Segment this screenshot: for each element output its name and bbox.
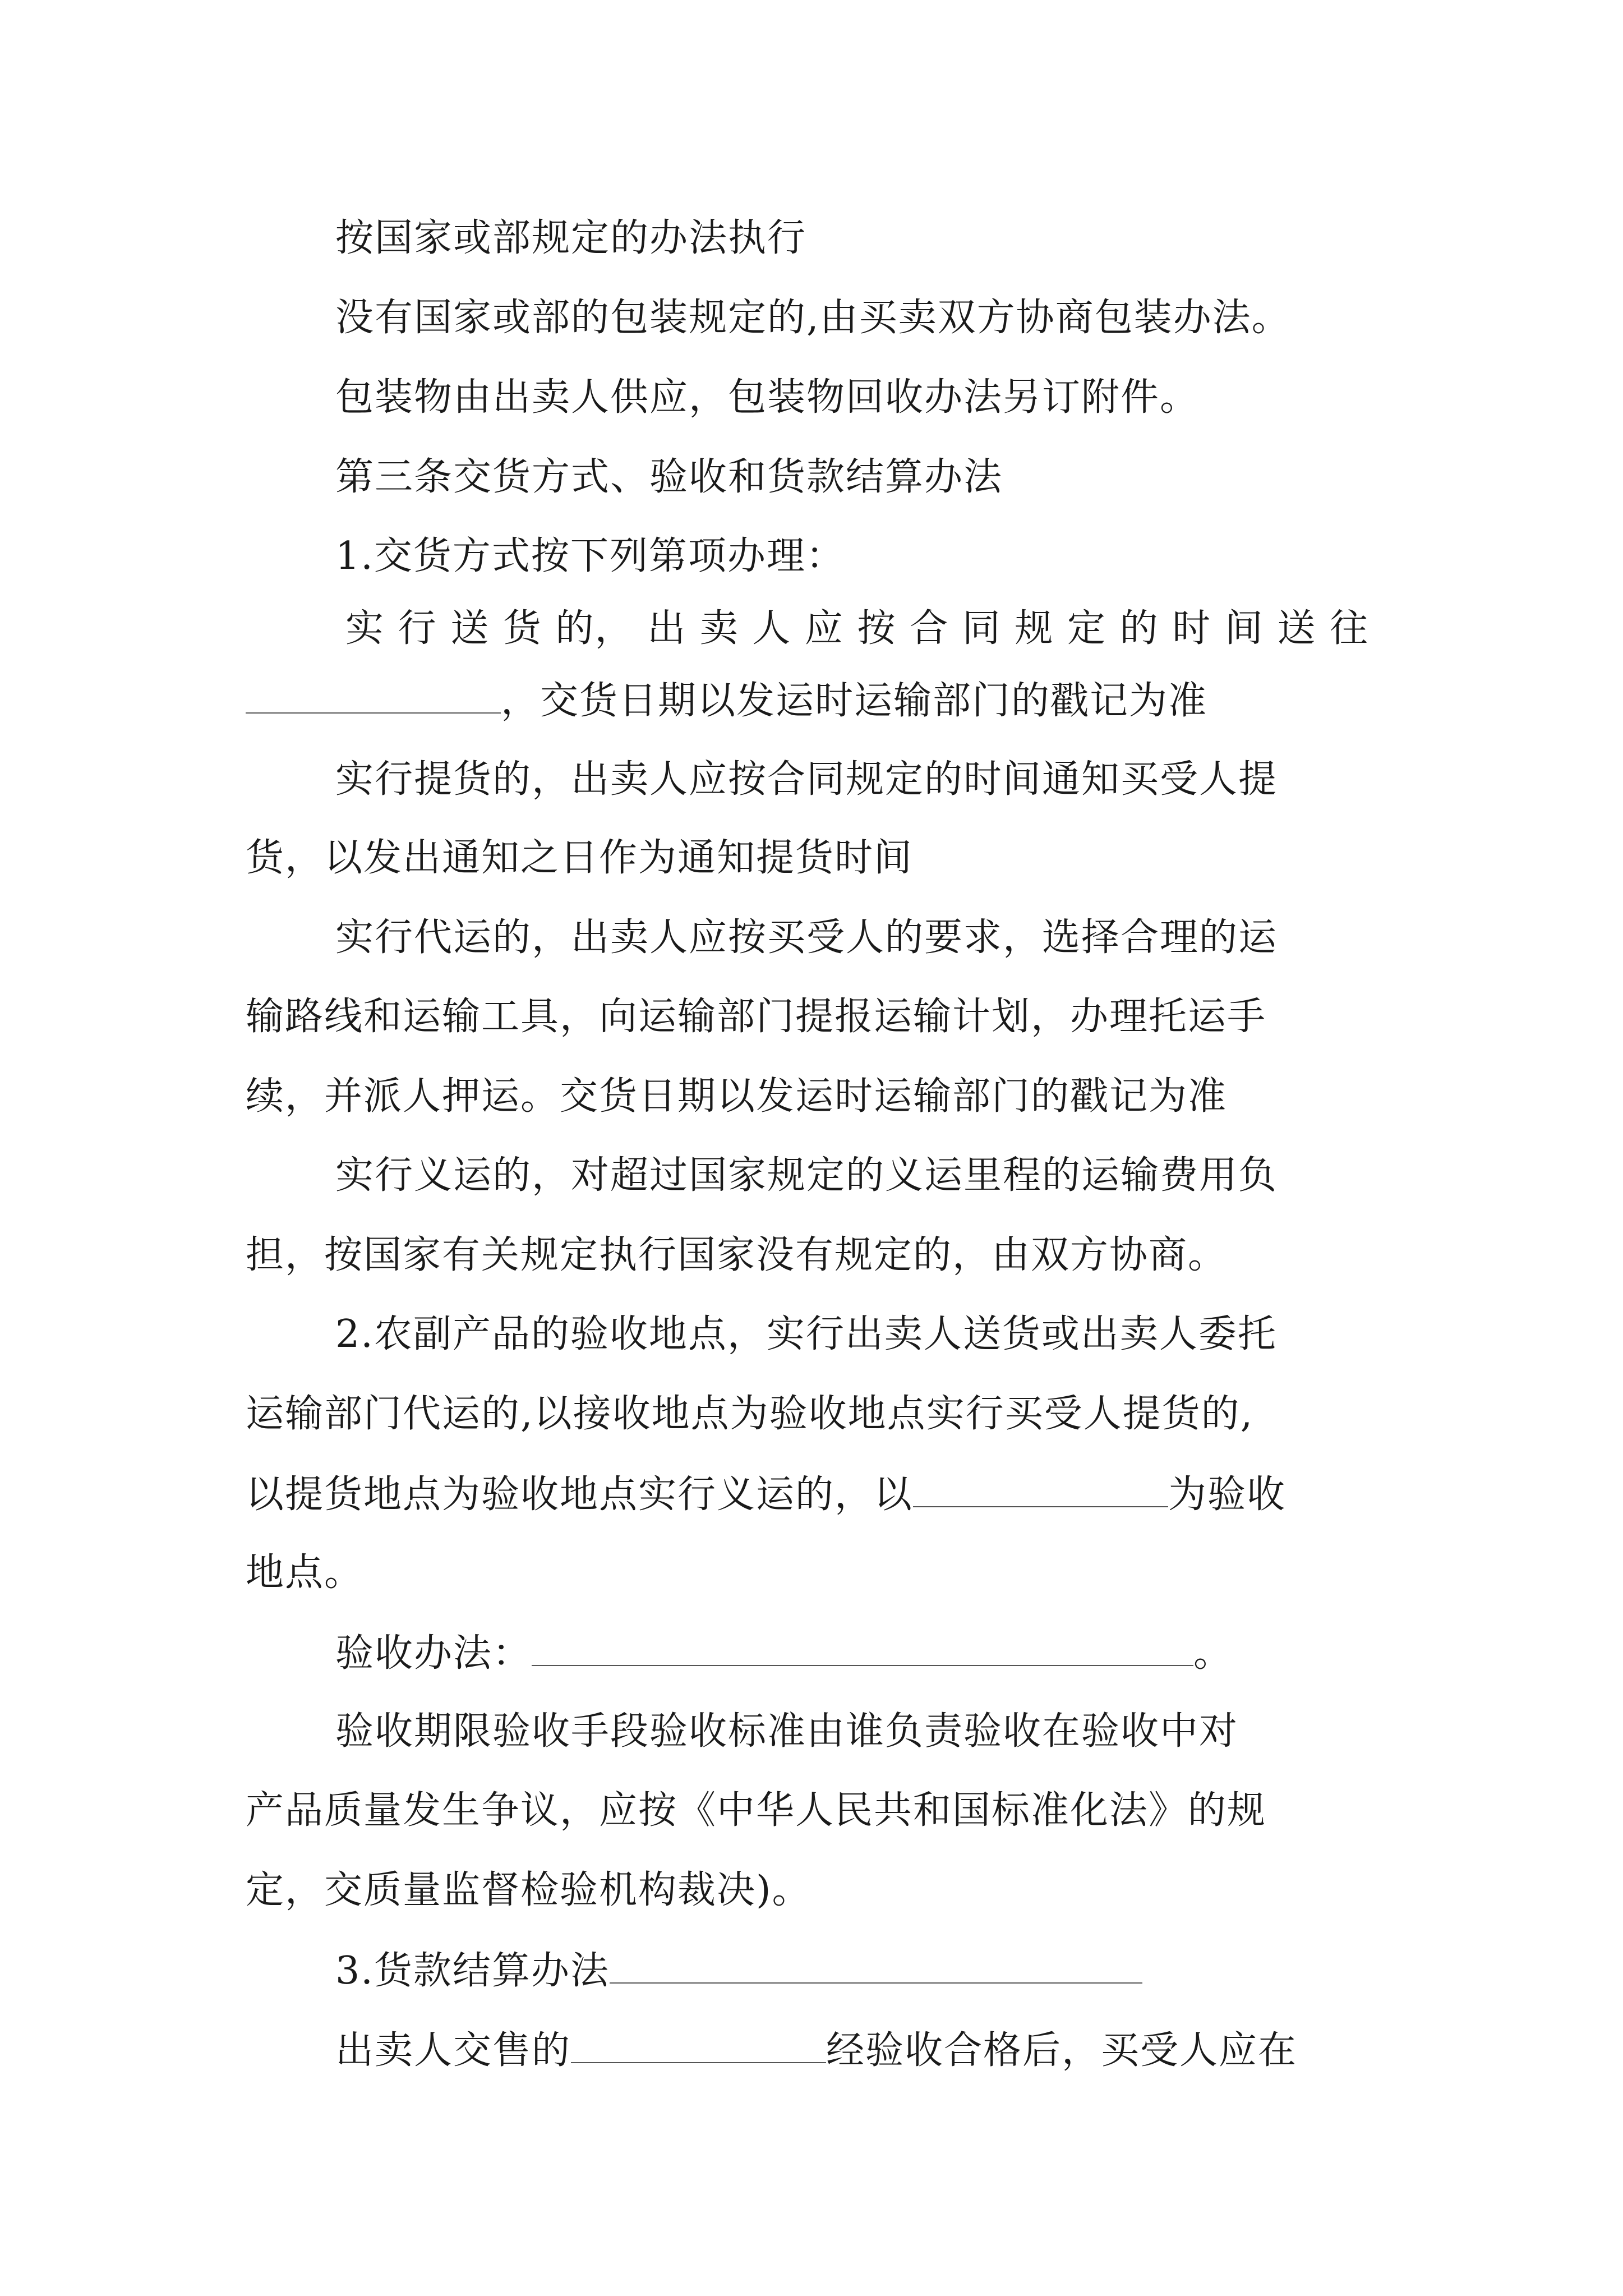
text-line-2: 没有国家或部的包装规定的,由买卖双方协商包装办法。 xyxy=(335,296,1291,340)
text-line-8: 实行提货的，出卖人应按合同规定的时间通知买受人提 xyxy=(335,757,1278,802)
text-segment: 验收办法： xyxy=(335,1631,532,1676)
text-line-4: 第三条交货方式、验收和货款结算办法 xyxy=(335,455,1003,499)
text-line-19 xyxy=(335,1627,1233,1679)
text-line-1: 按国家或部规定的办法执行 xyxy=(335,216,807,260)
text-line-7 xyxy=(246,674,1207,726)
text-line-14: 担，按国家有关规定执行国家没有规定的，由双方协商。 xyxy=(246,1233,1228,1277)
text-segment: ，交货日期以发运时运输部门的戳记为准 xyxy=(501,679,1208,723)
text-segment: 为验收 xyxy=(1168,1473,1287,1517)
text-line-22: 定，交质量监督检验机构裁决)。 xyxy=(246,1868,811,1912)
text-line-12: 续，并派人押运。交货日期以发运时运输部门的戳记为准 xyxy=(246,1074,1228,1119)
text-segment: 以提货地点为验收地点实行义运的，以 xyxy=(246,1473,914,1517)
text-line-9: 货，以发出通知之日作为通知提货时间 xyxy=(246,836,914,880)
fill-in-blank xyxy=(571,2024,826,2063)
text-segment: 经验收合格后，买受人应在 xyxy=(826,2028,1298,2073)
fill-in-blank xyxy=(610,1944,1142,1984)
text-line-17 xyxy=(246,1468,1286,1520)
text-line-11: 输路线和运输工具，向运输部门提报运输计划，办理托运手 xyxy=(246,995,1267,1039)
text-line-13: 实行义运的，对超过国家规定的义运里程的运输费用负 xyxy=(335,1153,1278,1198)
text-segment: 出卖人交售的 xyxy=(335,2028,571,2073)
text-line-23 xyxy=(335,1944,1142,1996)
text-line-3: 包装物由出卖人供应，包装物回收办法另订附件。 xyxy=(335,375,1200,420)
fill-in-blank xyxy=(913,1468,1168,1507)
text-segment: 3.货款结算办法 xyxy=(335,1949,610,1993)
text-line-16: 运输部门代运的,以接收地点为验收地点实行买受人提货的, xyxy=(246,1392,1254,1436)
fill-in-blank xyxy=(246,674,501,714)
text-line-24 xyxy=(335,2024,1297,2076)
text-line-10: 实行代运的，出卖人应按买受人的要求，选择合理的运 xyxy=(335,915,1278,960)
text-segment: 。 xyxy=(1193,1631,1233,1676)
text-line-15: 2.农副产品的验收地点，实行出卖人送货或出卖人委托 xyxy=(335,1312,1277,1356)
text-line-18: 地点。 xyxy=(246,1550,364,1595)
text-line-20: 验收期限验收手段验收标准由谁负责验收在验收中对 xyxy=(335,1709,1239,1754)
text-line-21: 产品质量发生争议，应按《中华人民共和国标准化法》的规 xyxy=(246,1788,1267,1833)
fill-in-blank xyxy=(532,1627,1193,1666)
text-line-5: 1.交货方式按下列第项办理： xyxy=(335,534,845,578)
text-line-6: 实 行 送 货 的， 出 卖 人 应 按 合 同 规 定 的 时 间 送 往 xyxy=(345,606,1370,651)
